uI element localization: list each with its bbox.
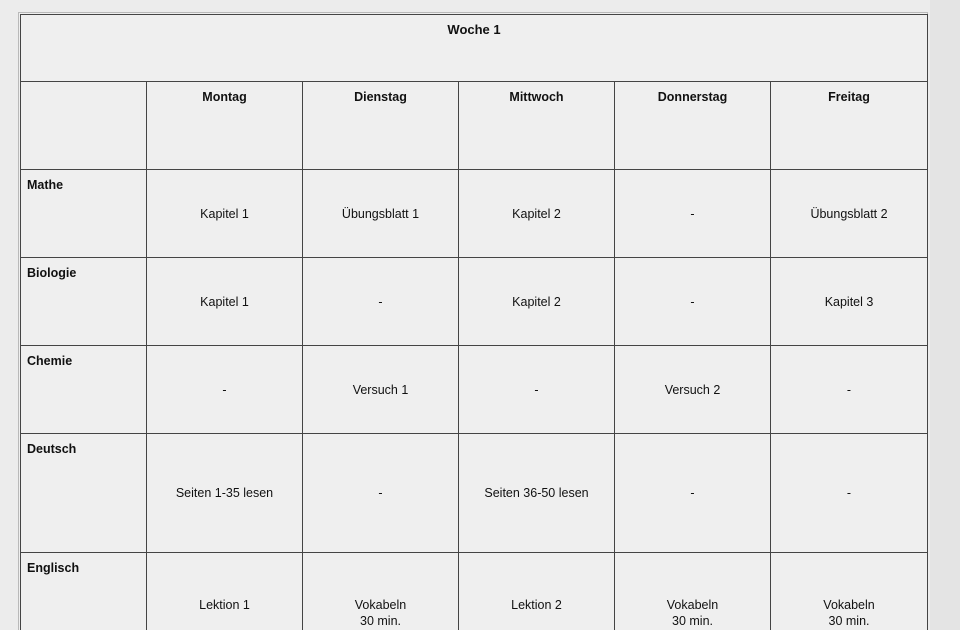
- entry-cell: Kapitel 3: [771, 258, 928, 346]
- week-title: Woche 1: [447, 22, 501, 37]
- entry-cell: Seiten 1-35 lesen: [147, 434, 303, 553]
- week-title-cell: [21, 15, 928, 82]
- subject-cell: [21, 346, 147, 434]
- subject-label: Englisch: [27, 561, 80, 575]
- entry-cell: Vokabeln 30 min.: [615, 553, 771, 630]
- entry-cell: Versuch 2: [615, 346, 771, 434]
- entry-cell: -: [303, 258, 459, 346]
- entry-cell: -: [615, 258, 771, 346]
- day-header-row: [21, 82, 928, 170]
- entry-cell: Seiten 36-50 lesen: [459, 434, 615, 553]
- weekly-plan-table: [20, 14, 928, 630]
- subject-cell: [21, 434, 147, 553]
- day-label: Freitag: [828, 90, 870, 104]
- day-header-monday: [147, 82, 303, 170]
- entry-cell: Kapitel 2: [459, 170, 615, 258]
- entry-cell: -: [771, 346, 928, 434]
- subject-cell: [21, 170, 147, 258]
- subject-label: Mathe: [27, 178, 64, 192]
- day-header-tuesday: [303, 82, 459, 170]
- subject-cell: [21, 258, 147, 346]
- table-row: [21, 170, 928, 258]
- entry-cell: Kapitel 1: [147, 170, 303, 258]
- window-margin: [930, 0, 960, 630]
- entry-cell: Vokabeln 30 min.: [771, 553, 928, 630]
- day-label: Donnerstag: [657, 90, 728, 104]
- entry-cell: Kapitel 2: [459, 258, 615, 346]
- entry-cell: -: [459, 346, 615, 434]
- table-row: [21, 553, 928, 630]
- day-header-thursday: [615, 82, 771, 170]
- table-row: [21, 434, 928, 553]
- entry-cell: Vokabeln 30 min.: [303, 553, 459, 630]
- table-row: [21, 258, 928, 346]
- day-label: Mittwoch: [509, 90, 564, 104]
- subject-label: Biologie: [27, 266, 77, 280]
- subject-cell: [21, 553, 147, 630]
- entry-cell: -: [303, 434, 459, 553]
- entry-cell: Versuch 1: [303, 346, 459, 434]
- entry-cell: -: [771, 434, 928, 553]
- entry-cell: -: [615, 434, 771, 553]
- entry-cell: Kapitel 1: [147, 258, 303, 346]
- day-label: Montag: [202, 90, 247, 104]
- day-header-wednesday: [459, 82, 615, 170]
- entry-cell: -: [147, 346, 303, 434]
- entry-cell: Übungsblatt 1: [303, 170, 459, 258]
- day-label: Dienstag: [354, 90, 407, 104]
- entry-cell: Übungsblatt 2: [771, 170, 928, 258]
- entry-cell: Lektion 2: [459, 553, 615, 630]
- entry-cell: Lektion 1: [147, 553, 303, 630]
- subject-label: Deutsch: [27, 442, 77, 456]
- title-row: [21, 15, 928, 82]
- subject-label: Chemie: [27, 354, 73, 368]
- day-header-friday: [771, 82, 928, 170]
- table-row: [21, 346, 928, 434]
- corner-cell: [21, 82, 147, 170]
- entry-cell: -: [615, 170, 771, 258]
